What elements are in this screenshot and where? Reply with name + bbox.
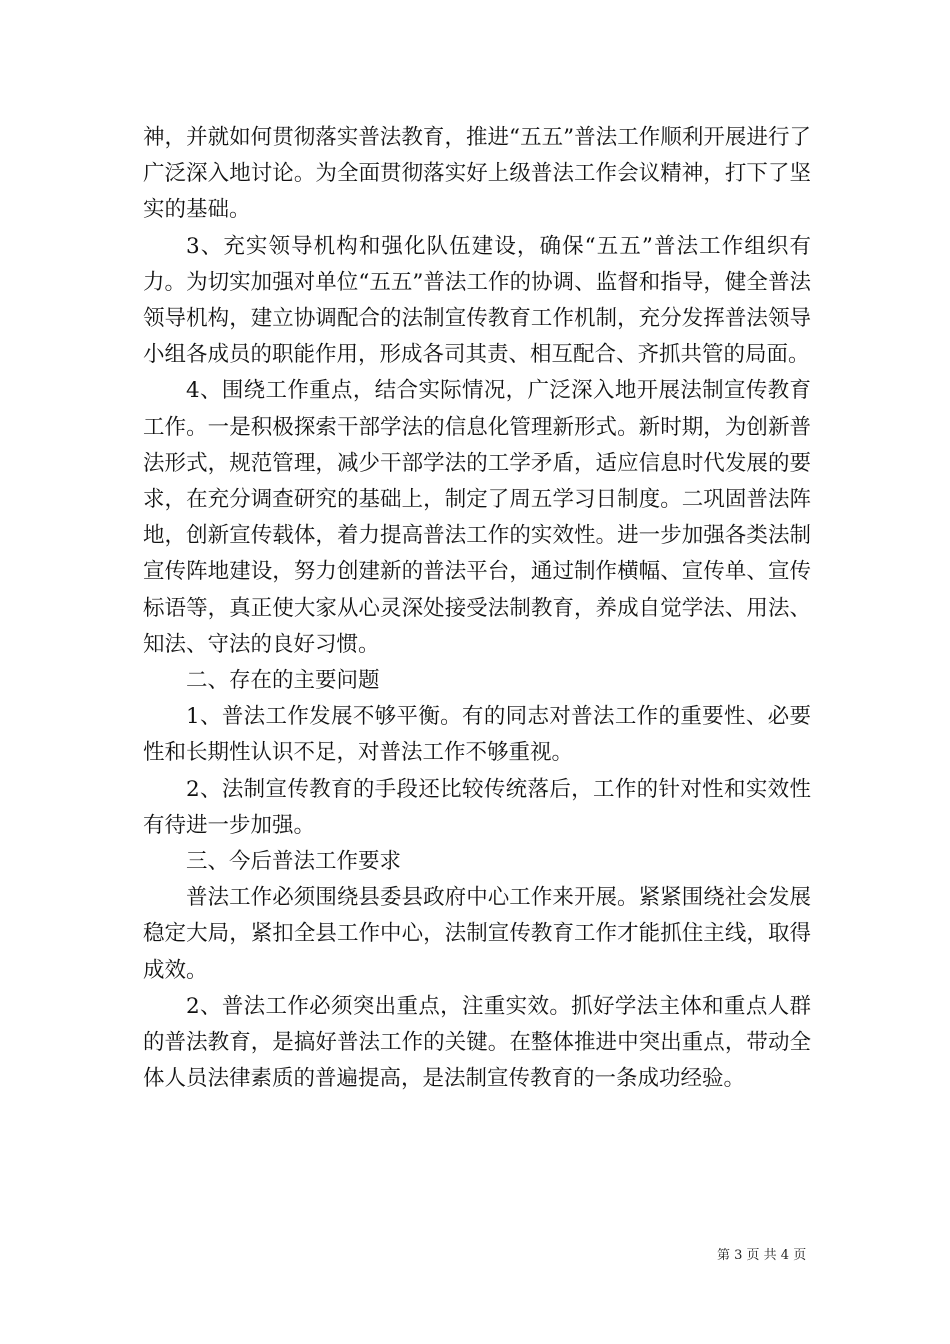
paragraph-item-4: 4、围绕工作重点，结合实际情况，广泛深入地开展法制宣传教育工作。一是积极探索干部学法的信息化管理新形式。新时期，为创新普法形式，规范管理，减少干部学法的工学矛盾，适应信息时代发展的要求，在充分调查研究的基础上，制定了周五学习日制度。二巩固普法阵地，创新宣传载体，着力提高普法工作的实效性。进一步加强各类法制宣传阵地建设，努力创建新的普法平台，通过制作横幅、宣传单、宣传标语等，真正使大家从心灵深处接受法制教育，养成自觉学法、用法、知法、守法的良好习惯。 [143,378,811,657]
paragraph-problem-1: 1、普法工作发展不够平衡。有的同志对普法工作的重要性、必要性和长期性认识不足，对普法工作不够重视。 [143,704,811,766]
section-heading-problems: 二、存在的主要问题 [186,668,380,694]
document-body [143,120,811,1097]
paragraph-requirement-2: 2、普法工作必须突出重点，注重实效。抓好学法主体和重点人群的普法教育，是搞好普法工作的关键。在整体推进中突出重点，带动全体人员法律素质的普遍提高，是法制宣传教育的一条成功经验。 [143,993,811,1092]
paragraph-item-3: 3、充实领导机构和强化队伍建设，确保“五五”普法工作组织有力。为切实加强对单位“五五”普法工作的协调、监督和指导，健全普法领导机构，建立协调配合的法制宣传教育工作机制，充分发挥普法领导小组各成员的职能作用，形成各司其责、相互配合、齐抓共管的局面。 [143,233,811,368]
paragraph-requirement-1: 普法工作必须围绕县委县政府中心工作来开展。紧紧围绕社会发展稳定大局，紧扣全县工作中心，法制宣传教育工作才能抓住主线，取得成效。 [143,885,811,983]
paragraph-problem-2: 2、法制宣传教育的手段还比较传统落后，工作的针对性和实效性有待进一步加强。 [143,776,811,838]
section-heading-requirements: 三、今后普法工作要求 [186,849,402,875]
paragraph-continuation: 神，并就如何贯彻落实普法教育，推进“五五”普法工作顺利开展进行了广泛深入地讨论。为全面贯彻落实好上级普法工作会议精神，打下了坚实的基础。 [143,125,811,223]
page-number: 第 3 页 共 4 页 [717,1248,807,1263]
